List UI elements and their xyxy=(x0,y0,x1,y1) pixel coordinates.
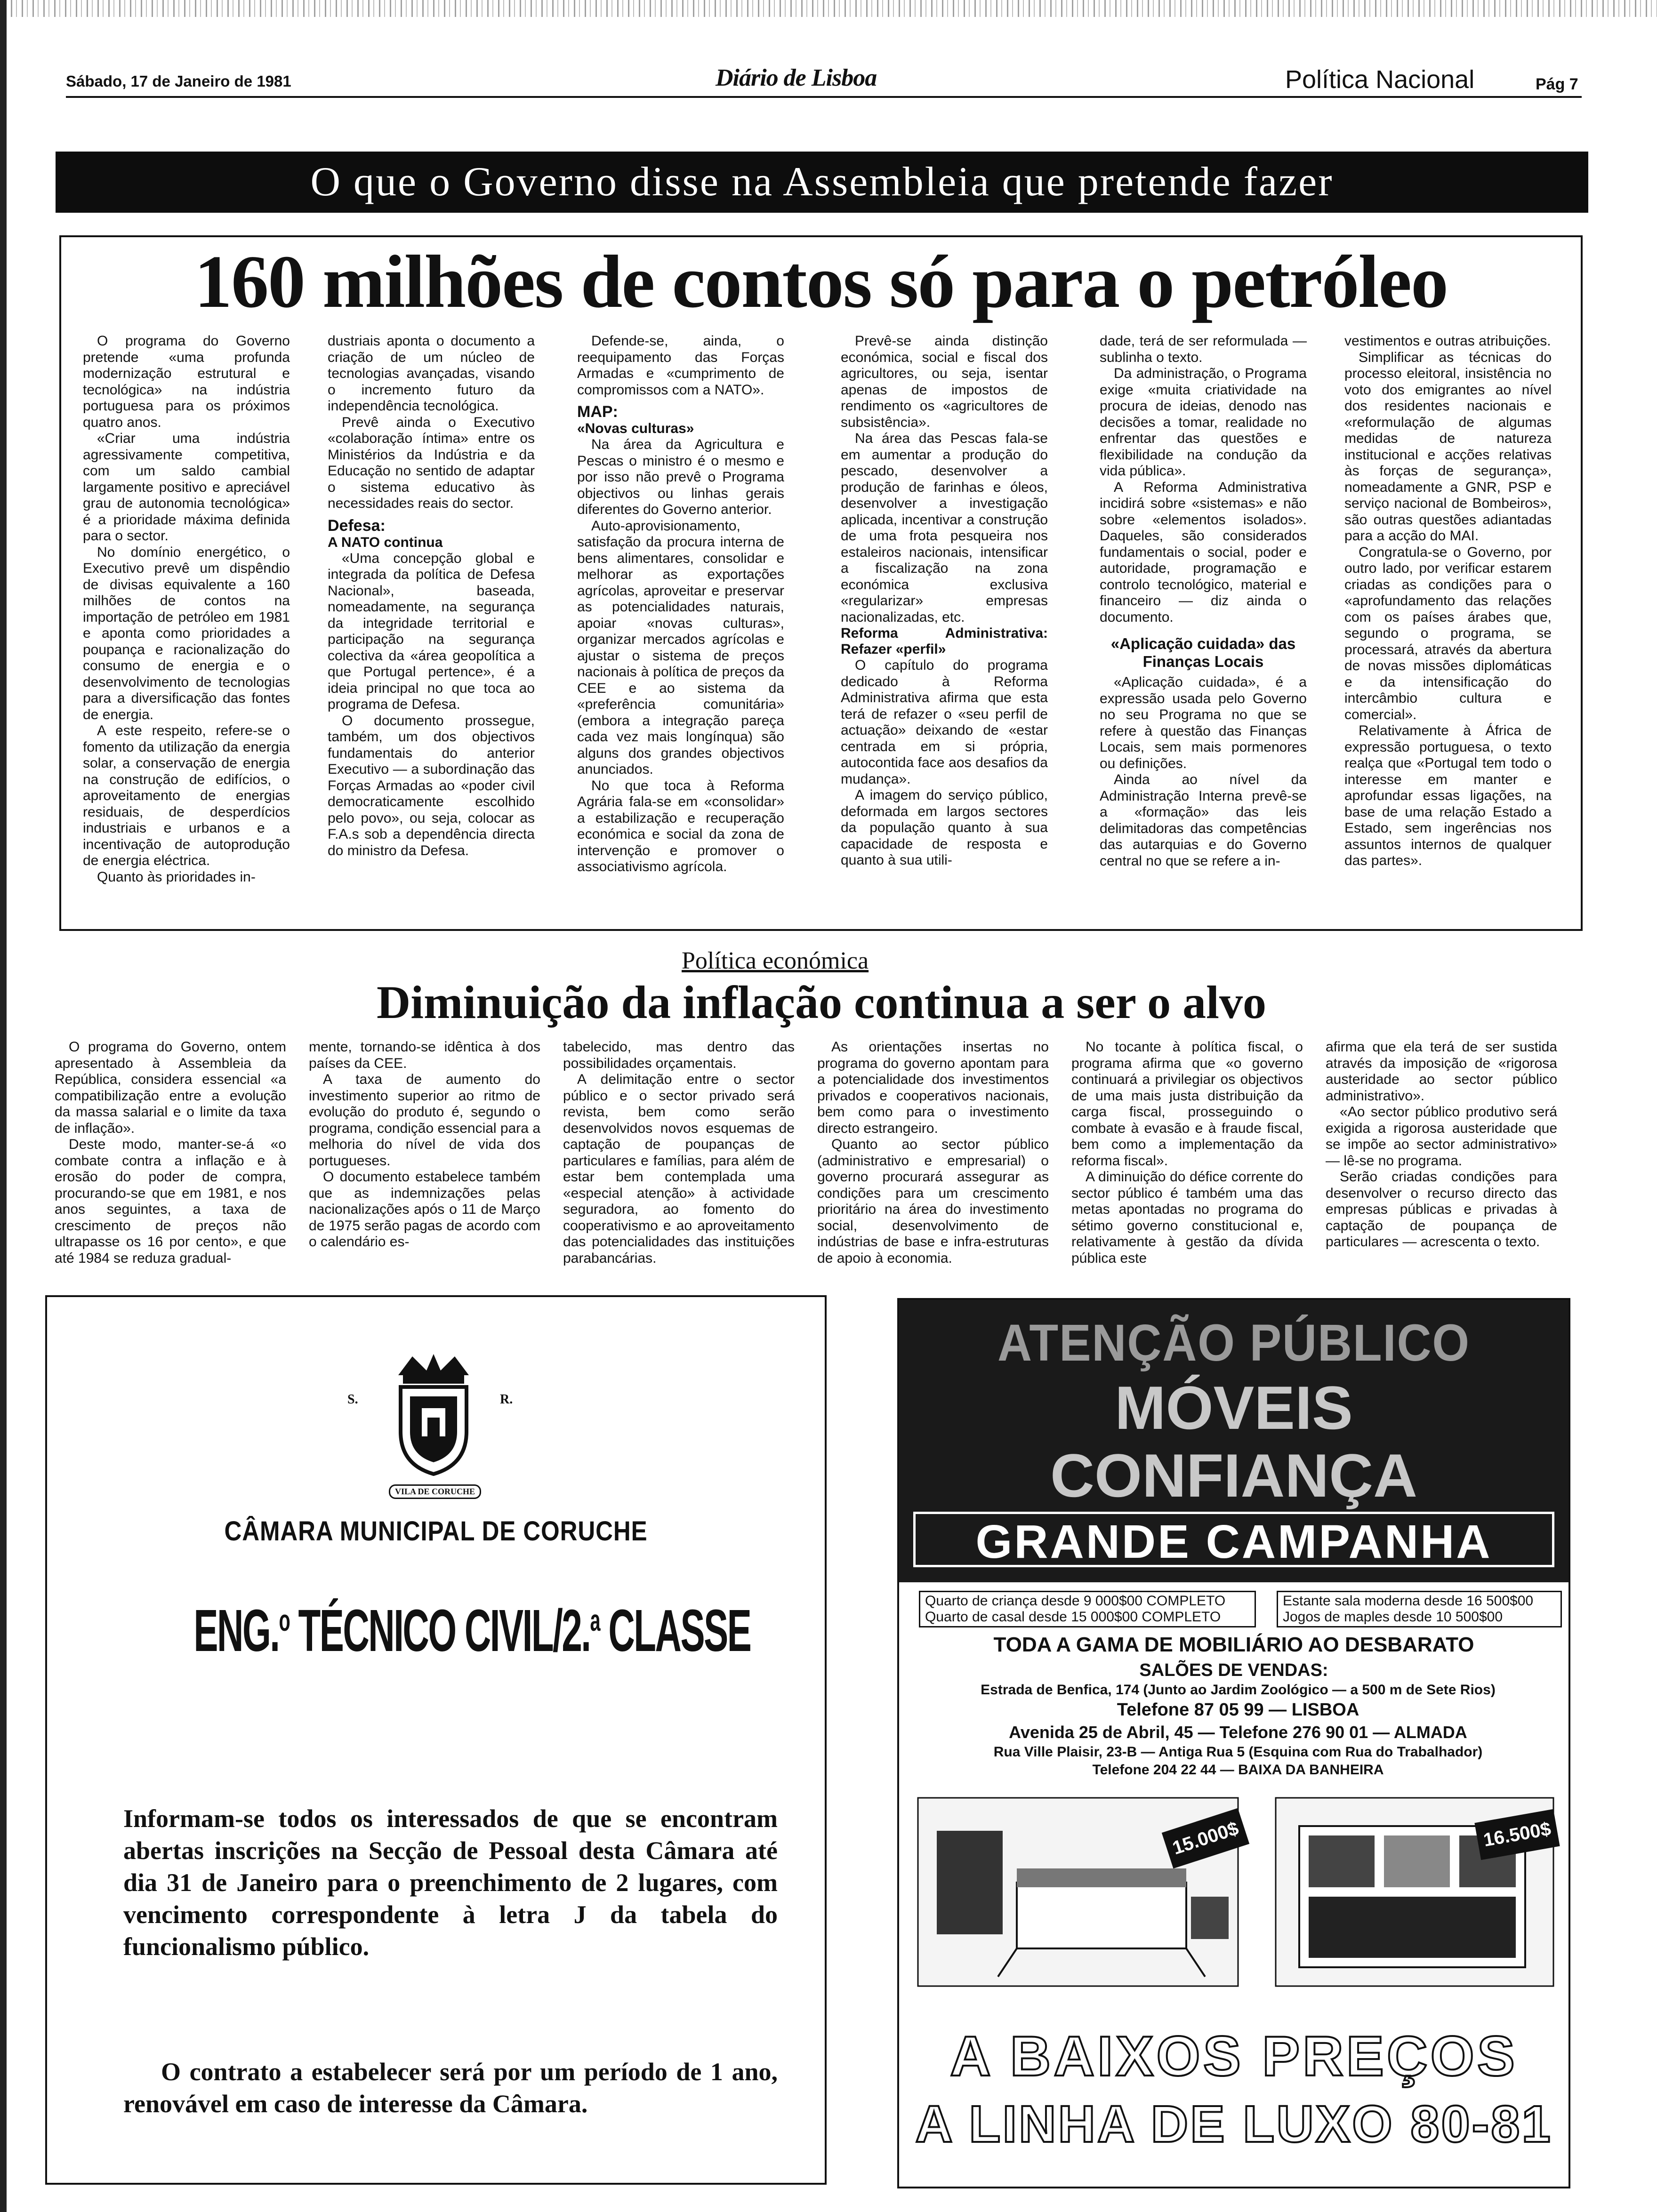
paragraph: mente, tornando-se idêntica à dos países da CEE. xyxy=(309,1039,540,1071)
story1-column xyxy=(83,333,290,885)
price-line-bookcase xyxy=(1283,1593,1556,1609)
paragraph: Relativamente à África de expressão portuguesa, o texto realça que «Portugal tem todo o interesse em manter e aprofundar essas ligações, na base de uma relação Estado a Estado, sem ingerências nos assuntos internos de qualquer das partes». xyxy=(1344,723,1552,868)
bedroom-furniture-illustration xyxy=(909,1788,1247,1996)
paragraph: «Ao sector público produtivo será exigida a rigorosa austeridade que se impõe ao sector administrativo» — lê-se no programa. xyxy=(1326,1104,1557,1169)
coat-seal-ribbon: VILA DE CORUCHE xyxy=(389,1484,481,1499)
coruche-body-text: Informam-se todos os interessados de que se encontram abertas inscrições na Secção de Pessoal desta Câmara até dia 31 de Janeiro para o preenchimento de 2 lugares, com vencimento correspondente à letra J da tabela do funcionalismo público. xyxy=(123,1804,778,1961)
price-line-child-room xyxy=(925,1593,1250,1609)
paragraph: Prevê-se ainda distinção económica, social e fiscal dos agricultores, ou seja, isentar apenas de impostos de rendimento os «agricultores de subsistência». xyxy=(841,333,1048,430)
position-superscript-a: a xyxy=(590,1603,600,1637)
price-tag-bedroom: 15.000$ xyxy=(1162,1808,1249,1869)
paragraph: Defesa: xyxy=(328,516,386,535)
paragraph: A taxa de aumento do investimento superior ao ritmo de evolução do produto é, segundo o programa, condição essencial para a melhoria do nível de vida dos portugueses. xyxy=(309,1072,540,1169)
paragraph: O programa do Governo, ontem apresentado à Assembleia da República, considera essencial «a compatibilização entre a evolução da massa salarial e o limite da taxa de inflação». xyxy=(55,1039,286,1136)
moveis-address-4: Rua Ville Plaisir, 23-B — Antiga Rua 5 (Esquina com Rua do Trabalhador) xyxy=(993,1744,1483,1760)
top-edge-noise xyxy=(0,0,1657,17)
paragraph: Serão criadas condições para desenvolver o recurso directo das empresas públicas e privadas à captação de poupança de particulares — acrescenta o texto. xyxy=(1326,1169,1557,1250)
section-name: Política Nacional xyxy=(1285,65,1475,94)
paragraph: No domínio energético, o Executivo prevê um dispêndio de divisas equivalente a 160 milhões de contos na importação de petróleo em 1981 e aponta como prioridades a poupança e racionalização do consumo de energia e o desenvolvimento de tecnologias para a diversificação das fontes de energia. xyxy=(83,544,290,722)
paragraph: «Criar uma indústria agressivamente competitiva, com um saldo cambial largamente positivo e apreciável grau de autonomia tecnológica» é a prioridade máxima definida para o sector. xyxy=(83,431,290,544)
moveis-attention-line: ATENÇÃO PÚBLICO xyxy=(997,1314,1470,1372)
story2-column xyxy=(55,1039,286,1266)
story2-headline: Diminuição da inflação continua a ser o alvo xyxy=(377,976,1266,1028)
position-part-a: ENG. xyxy=(193,1597,279,1664)
paragraph: tabelecido, mas dentro das possibilidades orçamentais. xyxy=(563,1039,795,1071)
story1-column xyxy=(577,333,784,875)
paragraph: Simplificar as técnicas do processo eleitoral, insistência no voto dos emigrantes ao nível dos residentes nacionais e «reformulação de algumas medidas de natureza institucional e acções relativas às forças de segurança», nomeadamente a GNR, PSP e serviço nacional de Bombeiros», são outras questões adiantadas para a acção do MAI. xyxy=(1344,349,1552,544)
story1-column xyxy=(328,333,535,859)
paragraph: Reforma Administrativa: Refazer «perfil» xyxy=(841,625,1048,657)
paragraph: vestimentos e outras atribuições. xyxy=(1344,333,1551,349)
paragraph: O documento estabelece também que as indemnizações pelas nacionalizações após o 11 de Março de 1975 serão pagas de acordo com o calendário es- xyxy=(309,1169,540,1250)
story1-column xyxy=(1344,333,1552,869)
story2-column xyxy=(817,1039,1049,1266)
moveis-address-1: Estrada de Benfica, 174 (Junto ao Jardim Zoológico — a 500 m de Sete Rios) xyxy=(981,1682,1496,1698)
moveis-bottom-line1: A BAIXOS PREÇOS xyxy=(950,2025,1518,2088)
item-label: Quarto de criança desde xyxy=(925,1593,1080,1609)
paragraph: A NATO continua xyxy=(328,534,443,550)
moveis-address-5: Telefone 204 22 44 — BAIXA DA BANHEIRA xyxy=(1092,1762,1384,1778)
paragraph: O programa do Governo pretende «uma profunda modernização estrutural e tecnológica» na indústria portuguesa para os próximos quatro anos. xyxy=(83,333,290,430)
paragraph: afirma que ela terá de ser sustida através da imposição de «rigorosa austeridade ao sector público administrativo». xyxy=(1326,1039,1557,1104)
story2-column xyxy=(1326,1039,1557,1250)
item-label: Quarto de casal desde xyxy=(925,1609,1067,1625)
item-price: 9 000$00 COMPLETO xyxy=(1083,1593,1226,1609)
paragraph: A delimitação entre o sector público e o sector privado será revista, bem como serão desenvolvidos novos esquemas de captação de poupanças de particulares e famílias, para além de estar bem contemplada uma «especial atenção» à actividade seguradora, ao fomento do cooperativismo e ao aproveitamento das potencialidades das instituições parabancárias. xyxy=(563,1072,795,1266)
paragraph: A este respeito, refere-se o fomento da utilização da energia solar, a conservação de energia na construção de edifícios, o aproveitamento de energias residuais, de desperdícios industriais e urbanos e a incentivação de autoprodução de energia eléctrica. xyxy=(83,723,290,868)
paragraph: Congratula-se o Governo, por outro lado, por verificar estarem criadas as condições para o «aprofundamento das relações com os países árabes que, segundo o programa, se processará, através da abertura de novas missões diplomáticas e da intensificação do intercâmbio cultura e comercial». xyxy=(1344,544,1552,722)
paragraph: dade, terá de ser reformulada — sublinha o texto. xyxy=(1100,333,1307,365)
coat-letter-right: R. xyxy=(500,1392,513,1407)
moveis-campaign-banner: GRANDE CAMPANHA xyxy=(913,1512,1554,1567)
coruche-position xyxy=(193,1596,751,1665)
story2-column xyxy=(309,1039,540,1250)
issue-date: Sábado, 17 de Janeiro de 1981 xyxy=(66,72,291,90)
price-tag-living-room: 16.500$ xyxy=(1474,1809,1560,1860)
paragraph: Da administração, o Programa exige «muita criatividade na procura de ideias, denodo nas decisões a tomar, realidade no enfrentar das questões e flexibilidade na condução da vida pública». xyxy=(1100,366,1307,479)
moveis-salons-title: SALÕES DE VENDAS: xyxy=(1139,1660,1328,1680)
paragraph: A diminuição do défice corrente do sector público é também uma das metas apontadas no programa do sétimo governo constitucional e, relativamente à gestão da dívida pública este xyxy=(1071,1169,1303,1266)
paragraph: Na área das Pescas fala-se em aumentar a produção do pescado, desenvolver a produção de farinhas e óleos, desenvolver a investigação aplicada, incentivar a construção de uma frota pesqueira nos estaleiros nacionais, intensificar a fiscalização na zona económica exclusiva «regularizar» empresas nacionalizadas, etc. xyxy=(841,431,1048,625)
page-number: Pág 7 xyxy=(1536,75,1578,93)
story2-column xyxy=(1071,1039,1303,1266)
story1-headline: 160 milhões de contos só para o petróleo xyxy=(194,240,1448,323)
paragraph: A Reforma Administrativa incidirá sobre «sistemas» e não sobre «elementos isolados». Daqueles, são considerados fundamentais o social, poder e autoridade, programação e controlo tecnológico, material e financeiro — diz ainda o documento. xyxy=(1100,479,1307,625)
paragraph: Deste modo, manter-se-á «o combate contra a inflação e à erosão do poder de compra, procurando-se que em 1981, e nos anos seguintes, a taxa de crescimento de preços não ultrapasse os 16 por cento», e que até 1984 se reduza gradual- xyxy=(55,1137,286,1266)
paragraph: Prevê ainda o Executivo «colaboração íntima» entre os Ministérios da Indústria e da Educação no sentido de adaptar o sistema educativo às necessidades reais do sector. xyxy=(328,414,535,511)
paragraph: Quanto às prioridades in- xyxy=(97,869,256,885)
moveis-tagline: TODA A GAMA DE MOBILIÁRIO AO DESBARATO xyxy=(993,1633,1474,1656)
paragraph: Ainda ao nível da Administração Interna prevê-se a «formação» das leis delimitadoras das competências das autarquias e do Governo central no que se refere a in- xyxy=(1100,772,1307,869)
price-line-double-room xyxy=(925,1609,1250,1625)
price-box-right xyxy=(1277,1591,1562,1627)
story1-column xyxy=(1100,333,1307,869)
moveis-brand-line1: MÓVEIS xyxy=(1115,1373,1353,1442)
paragraph: O documento prossegue, também, um dos objectivos fundamentais do anterior Executivo — a subordinação das Forças Armadas ao «poder civil democraticamente escolhido pelo povo», ou seja, colocar as F.A.s sob a dependência directa do ministro da Defesa. xyxy=(328,713,535,858)
item-price: 15 000$00 COMPLETO xyxy=(1071,1609,1221,1625)
moveis-address-3: Avenida 25 de Abril, 45 — Telefone 276 90 01 — ALMADA xyxy=(1009,1723,1467,1742)
paragraph: «Aplicação cuidada», é a expressão usada pelo Governo no seu Programa no que se refere à questão das Finanças Locais, sem mais pormenores ou definições. xyxy=(1100,674,1307,771)
story1-column xyxy=(841,333,1048,869)
paragraph: Quanto ao sector público (administrativo e empresarial) o governo procurará assegurar as condições para um crescimento prioritário na área do investimento social, desenvolvimento de indústrias de base e infra-estruturas de apoio à economia. xyxy=(817,1137,1049,1266)
moveis-brand-line2: CONFIANÇA xyxy=(1050,1441,1417,1510)
paragraph: «Uma concepção global e integrada da política de Defesa Nacional», baseada, nomeadamente, na segurança da integridade territorial e participação na segurança colectiva da «área geopolítica a que Portugal pertence», é a ideia principal no que toca ao programa de Defesa. xyxy=(328,550,535,712)
coruche-title: CÂMARA MUNICIPAL DE CORUCHE xyxy=(224,1516,648,1547)
item-label: Jogos de maples desde xyxy=(1283,1609,1432,1625)
position-superscript-o: o xyxy=(279,1603,290,1637)
masthead-logo: Diário de Lisboa xyxy=(716,64,877,91)
position-part-c: CLASSE xyxy=(608,1597,751,1664)
item-label: Estante sala moderna desde xyxy=(1283,1593,1463,1609)
paragraph: O capítulo do programa dedicado à Reforma Administrativa afirma que esta terá de refazer o «seu perfil de actuação» deixando de «estar centrada em si própria, autocontida face aos desafios da mudança». xyxy=(841,657,1048,787)
item-price: 16 500$00 xyxy=(1466,1593,1534,1609)
paragraph: MAP: xyxy=(577,403,618,421)
left-page-edge xyxy=(0,0,7,2212)
coruche-coat-of-arms xyxy=(375,1347,492,1488)
paragraph: Defende-se, ainda, o reequipamento das Forças Armadas e «cumprimento de compromissos com a NATO». xyxy=(577,333,784,398)
paragraph: «Novas culturas» xyxy=(577,421,694,436)
price-box-left xyxy=(919,1591,1256,1627)
paragraph: As orientações insertas no programa do governo apontam para a potencialidade dos investimentos privados e cooperativos nacionais, bem como para o investimento directo estrangeiro. xyxy=(817,1039,1049,1136)
story2-column xyxy=(563,1039,795,1266)
paragraph: A imagem do serviço público, deformada em largos sectores da população quanto à sua capacidade de resposta e quanto à sua utili- xyxy=(841,787,1048,868)
moveis-address-2: Telefone 87 05 99 — LISBOA xyxy=(1117,1700,1359,1720)
moveis-bottom-line2: A LINHA DE LUXO 80-81 xyxy=(915,2095,1552,2153)
paragraph: dustriais aponta o documento a criação de um núcleo de tecnologias avançadas, visando o incremento futuro da independência tecnológica. xyxy=(328,333,535,414)
paragraph: «Aplicação cuidada» das Finanças Locais xyxy=(1110,635,1296,670)
price-line-sofas xyxy=(1283,1609,1556,1625)
position-part-b: TÉCNICO CIVIL/2. xyxy=(298,1597,590,1664)
paragraph: Auto-aprovisionamento, satisfação da procura interna de bens alimentares, consolidar e melhorar as exportações agrícolas, aproveitar e preservar as potencialidades naturais, apoiar «novas culturas», organizar mercados agrícolas e ajustar o sistema de preços nacionais à política de preços da CEE e ao sistema da «preferência comunitária» (embora a integração pareça cada vez mais longínqua) são alguns dos grandes objectivos anunciados. xyxy=(577,518,784,777)
paragraph: No que toca à Reforma Agrária fala-se em «consolidar» a estabilização e recuperação económica e social da zona de intervenção e promover o associativismo agrícola. xyxy=(577,777,784,874)
kicker-text: O que o Governo disse na Assembleia que pretende fazer xyxy=(310,159,1334,205)
coat-letter-left: S. xyxy=(347,1392,358,1407)
story2-section-label: Política económica xyxy=(682,947,869,974)
coruche-contract-text: O contrato a estabelecer será por um período de 1 ano, renovável em caso de interesse da Câmara. xyxy=(123,2058,778,2118)
paragraph: Na área da Agricultura e Pescas o ministro é o mesmo e por isso não prevê o Programa objectivos ou linhas gerais diferentes do Governo anterior. xyxy=(577,437,784,517)
header-rule xyxy=(66,96,1582,98)
item-price: 10 500$00 xyxy=(1436,1609,1503,1625)
paragraph: No tocante à política fiscal, o programa afirma que «o governo continuará a privilegiar os objectivos de uma mais justa distribuição da carga fiscal, prosseguindo o combate à evasão e à fraude fiscal, bem como a implementação da reforma fiscal». xyxy=(1071,1039,1303,1169)
